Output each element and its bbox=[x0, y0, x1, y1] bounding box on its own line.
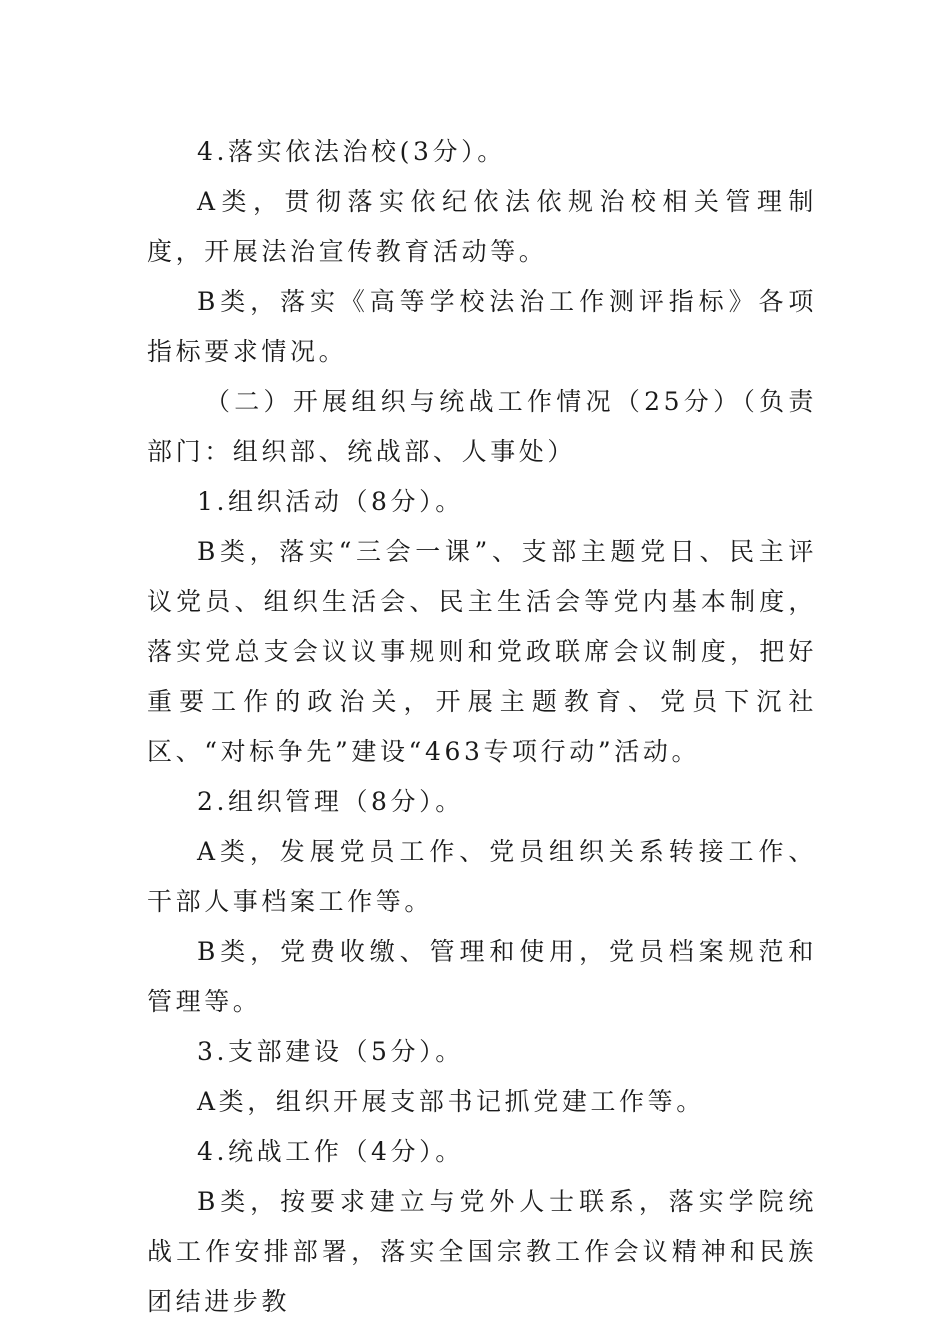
item-2-heading: 2.组织管理（8分）。 bbox=[197, 787, 464, 816]
item-4-class-a-paragraph: A类，贯彻落实依纪依法依规治校相关管理制度，开展法治宣传教育活动等。 bbox=[147, 187, 817, 266]
item-3-class-a-paragraph: A类，组织开展支部书记抓党建工作等。 bbox=[197, 1087, 705, 1116]
item-1-class-b-paragraph: B类，落实“三会一课”、支部主题党日、民主评议党员、组织生活会、民主生活会等党内基本制度，落实党总支会议议事规则和党政联席会议制度，把好重要工作的政治关，开展主题教育、党员下沉社区、“对标争先”建设“463专项行动”活动。 bbox=[147, 537, 817, 766]
item-3-heading: 3.支部建设（5分）。 bbox=[197, 1037, 464, 1066]
item-2-class-a-paragraph: A类，发展党员工作、党员组织关系转接工作、干部人事档案工作等。 bbox=[147, 837, 817, 916]
item-2-class-b-paragraph: B类，党费收缴、管理和使用，党员档案规范和管理等。 bbox=[147, 937, 817, 1016]
document-body bbox=[147, 127, 817, 1327]
item-4b-heading: 4.统战工作（4分）。 bbox=[197, 1137, 464, 1166]
item-4b-class-b-paragraph: B类，按要求建立与党外人士联系，落实学院统战工作安排部署，落实全国宗教工作会议精神和民族团结进步教 bbox=[147, 1187, 817, 1316]
item-1-heading: 1.组织活动（8分）。 bbox=[197, 487, 464, 516]
item-4-heading: 4.落实依法治校(3分）。 bbox=[197, 137, 506, 166]
section-2-heading: （二）开展组织与统战工作情况（25分）（负责部门：组织部、统战部、人事处） bbox=[147, 387, 817, 466]
item-4-class-b-paragraph: B类，落实《高等学校法治工作测评指标》各项指标要求情况。 bbox=[147, 287, 817, 366]
